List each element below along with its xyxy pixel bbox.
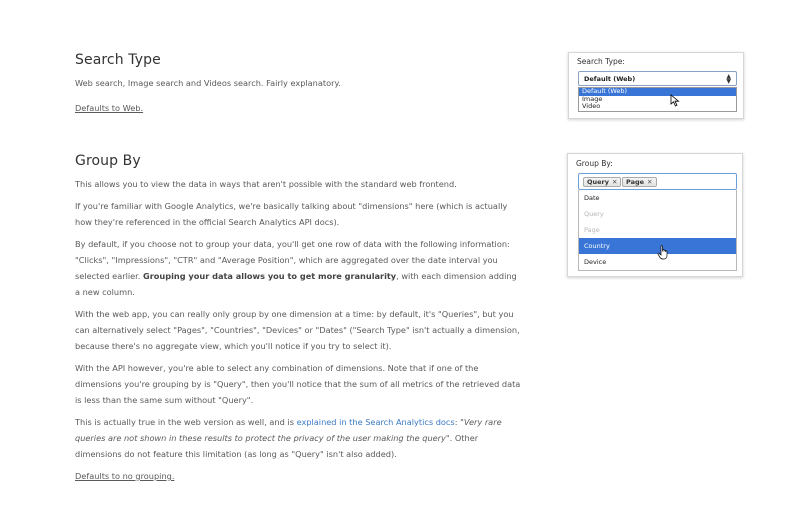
option-device[interactable]: Device [584, 258, 607, 266]
p6-text-a: This is actually true in the web version as well, and is [75, 417, 297, 427]
group-by-label: Group By: [576, 159, 613, 168]
search-type-screenshot [568, 52, 744, 119]
search-type-section [75, 52, 523, 122]
search-type-option-image[interactable]: Image [582, 94, 603, 103]
p6-quote: "Very rare queries are not shown in these results to protect the privacy of the user making the query" [75, 417, 502, 443]
option-query: Query [584, 210, 604, 218]
search-analytics-docs-link[interactable]: explained in the Search Analytics docs [296, 417, 455, 427]
hand-cursor-icon [657, 245, 670, 260]
select-arrows-icon: ▲ ▼ [726, 73, 731, 85]
search-type-dropdown [578, 87, 737, 112]
option-date[interactable]: Date [584, 194, 600, 202]
tag-remove-icon[interactable]: ✕ [647, 178, 653, 186]
group-by-default-note: Defaults to no grouping. [75, 471, 175, 481]
tag-page[interactable] [622, 177, 657, 187]
search-type-option-default[interactable]: Default (Web) [579, 88, 736, 96]
search-type-label: Search Type: [577, 57, 625, 66]
search-type-heading: Search Type [75, 52, 161, 68]
group-by-paragraph-1: This allows you to view the data in ways that aren't possible with the standard web frontend. [75, 179, 457, 189]
tag-query[interactable] [583, 177, 621, 187]
group-by-heading: Group By [75, 153, 141, 169]
group-by-section [75, 153, 523, 490]
search-type-option-video[interactable]: Video [582, 102, 601, 110]
option-country[interactable]: Country [579, 238, 736, 254]
group-by-screenshot [567, 153, 743, 277]
search-type-selected-value: Default (Web) [584, 75, 636, 83]
group-by-paragraph-3 [75, 236, 523, 300]
p3-text-b: , with each dimension adding a new column. [75, 271, 517, 297]
group-by-paragraph-4: With the web app, you can really only group by one dimension at a time: by default, it's "Queries", but you can alternatively select "Pages", "Countries", "Devices" or "Dates" ("Search Type" isn't actually a dimension, because there's no aggregate view, which you'll notice if you try to select it). [75, 309, 520, 351]
group-by-paragraph-2: If you're familiar with Google Analytics, we're basically talking about "dimensions" here (which is actually how they're referenced in the official Search Analytics API docs). [75, 201, 508, 227]
p6-text-c: . Other dimensions do not feature this limitation (as long as "Query" isn't also added). [75, 433, 479, 459]
search-type-select[interactable] [578, 71, 737, 86]
tag-page-label: Page [626, 178, 645, 186]
tag-query-label: Query [587, 178, 610, 186]
tag-remove-icon[interactable]: ✕ [612, 178, 618, 186]
group-by-tags-input[interactable] [578, 173, 737, 190]
group-by-paragraph-5: With the API however, you're able to select any combination of dimensions. Note that if one of the dimensions you're grouping by is "Query", then you'll notice that the sum of all metrics of the retrieved data is less than the same sum without "Query". [75, 363, 521, 405]
p3-text-a: By default, if you choose not to group your data, you'll get one row of data with the following information: "Clicks", "Impressions", "CTR" and "Average Position", which are aggregated over the date interval you selected earlier. [75, 239, 510, 281]
search-type-default-note: Defaults to Web. [75, 103, 144, 113]
p6-text-b: : [454, 417, 461, 427]
pointer-cursor-icon [670, 94, 680, 107]
search-type-description: Web search, Image search and Videos search. Fairly explanatory. [75, 78, 341, 88]
option-page: Page [584, 226, 600, 234]
p3-bold: Grouping your data allows you to get more granularity [143, 271, 397, 281]
group-by-paragraph-6 [75, 414, 523, 462]
